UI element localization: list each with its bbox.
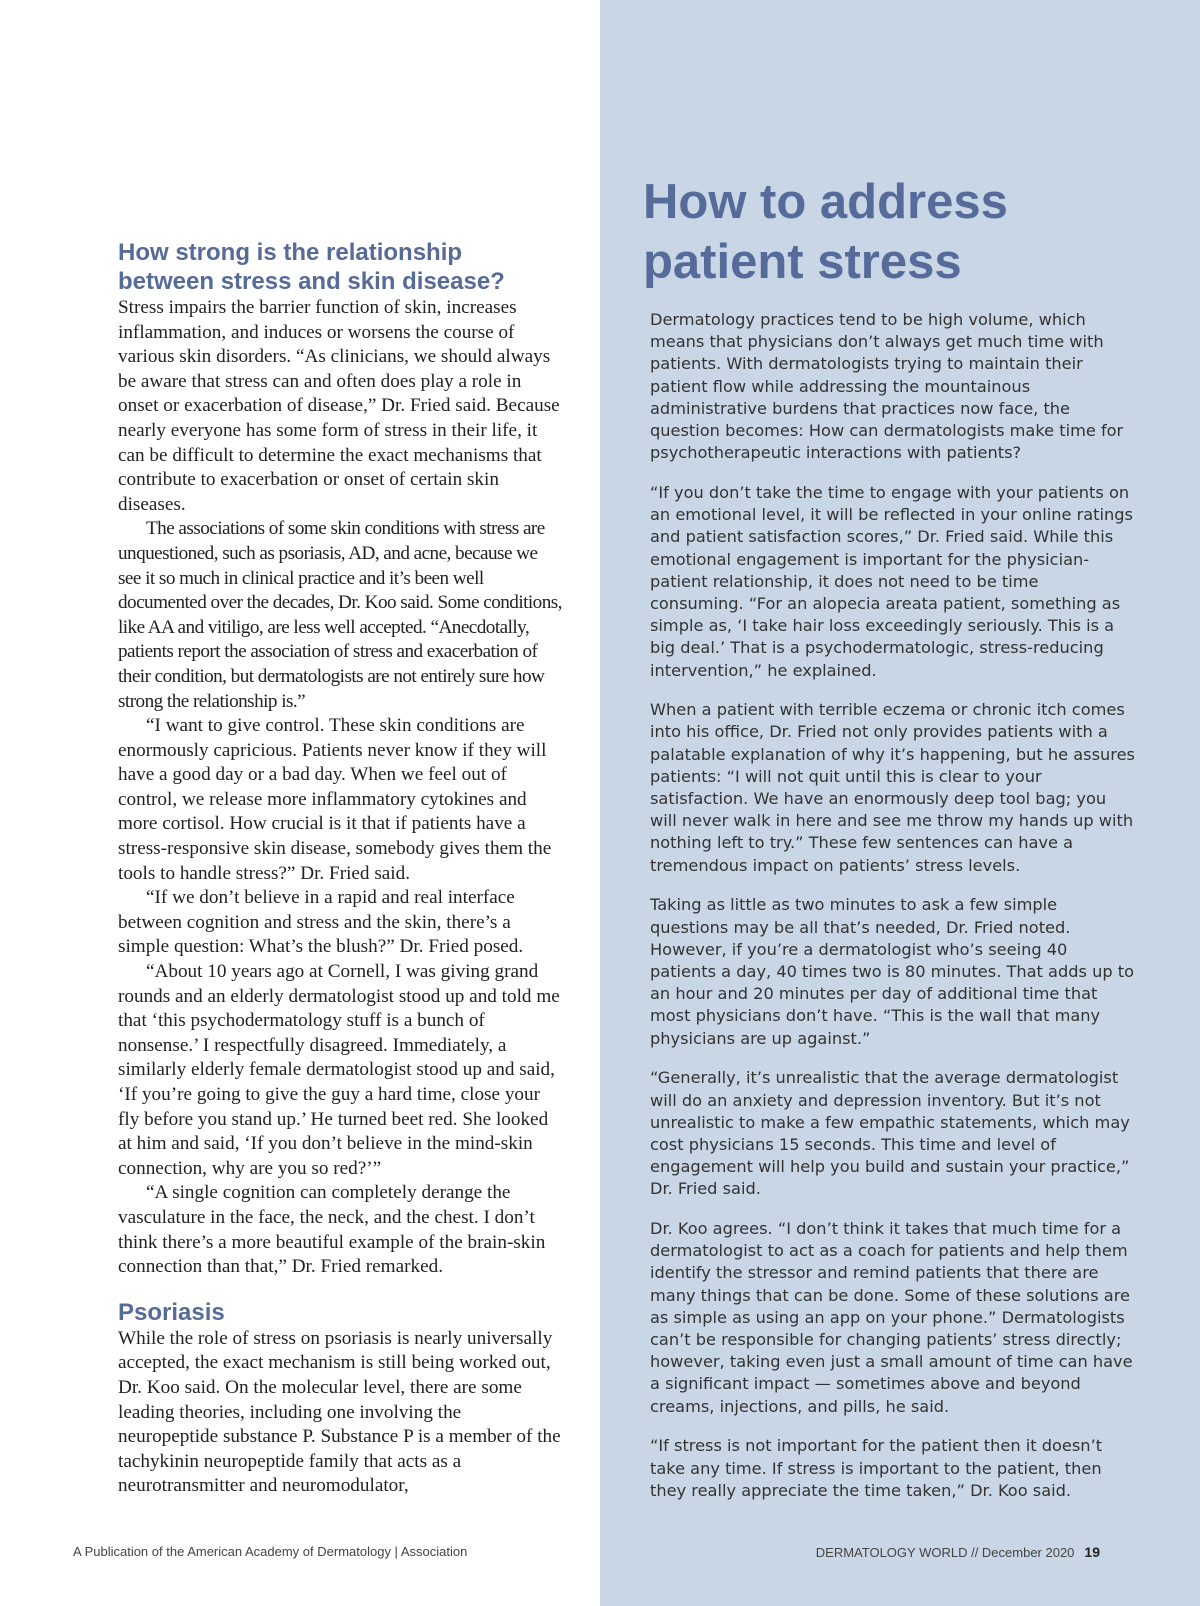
main-article-column — [118, 238, 564, 1499]
section-heading-psoriasis: Psoriasis — [118, 1298, 225, 1326]
article-paragraph: “About 10 years ago at Cornell, I was giving grand rounds and an elderly dermatologist stood up and told me that ‘this psychodermatology stuff is a bunch of nonsense.’ I respectfully disagreed. Immediately, a similarly elderly female dermatologist stood up and said, ‘If you’re going to give the guy a hard time, close your fly before you stand up.’ He turned beet red. She looked at him and said, ‘If you don’t believe in the mind-skin connection, why are you so red?’” — [118, 961, 560, 1179]
sidebar-paragraph: Taking as little as two minutes to ask a few simple questions may be all that’s needed, Dr. Fried noted. However, if you’re a dermatologist who’s seeing 40 patients a day, 40 times two is 80 minutes. That adds up to an hour and 20 minutes per day of additional time that most physicians don’t have. “This is the wall that many physicians are up against.” — [650, 895, 1135, 1048]
sidebar-title: How to address patient stress — [643, 175, 1008, 289]
sidebar-paragraph: “Generally, it’s unrealistic that the average dermatologist will do an anxiety and depression inventory. But it’s not unrealistic to make a few empathic statements, which may cost physicians 15 seconds. This time and level of engagement will help you build and sustain your practice,” Dr. Fried said. — [650, 1068, 1130, 1199]
sidebar-paragraph: Dr. Koo agrees. “I don’t think it takes that much time for a dermatologist to act as a coach for patients and help them identify the stressor and remind patients that there are many things that can be done. Some of these solutions are as simple as using an app on your phone.” Dermatologists can’t be responsible for changing patients’ stress directly; however, taking even just a small amount of time can have a significant impact — sometimes above and beyond creams, injections, and pills, he said. — [650, 1219, 1133, 1416]
article-paragraph: While the role of stress on psoriasis is nearly universally accepted, the exact mechanism is still being worked out, Dr. Koo said. On the molecular level, there are some leading theories, including one involving the neuropeptide substance P. Substance P is a member of the tachykinin neuropeptide family that acts as a neurotransmitter and neuromodulator, — [118, 1327, 561, 1497]
sidebar-paragraph: “If you don’t take the time to engage with your patients on an emotional level, it will be reflected in your online ratings and patient satisfaction scores,” Dr. Fried said. While this emotional engagement is important for the physician-patient relationship, it does not need to be time consuming. “For an alopecia areata patient, something as simple as, ‘I take hair loss exceedingly seriously. This is a big deal.’ That is a psychodermatologic, stress-reducing intervention,” he explained. — [650, 482, 1133, 680]
article-paragraph: “If we don’t believe in a rapid and real interface between cognition and stress and the skin, there’s a simple question: What’s the blush?” Dr. Fried posed. — [118, 887, 524, 958]
section-heading-stress-relationship: How strong is the relationship between stress and skin disease? — [118, 239, 505, 295]
sidebar-article-column — [650, 309, 1136, 1519]
sidebar-paragraph: “If stress is not important for the patient then it doesn’t take any time. If stress is important to the patient, then they really appreciate the time taken,” Dr. Koo said. — [650, 1436, 1103, 1500]
article-paragraph: Stress impairs the barrier function of skin, increases inflammation, and induces or worsens the course of various skin disorders. “As clinicians, we should always be aware that stress can and often does play a role in onset or exacerbation of disease,” Dr. Fried said. Because nearly everyone has some form of stress in their life, it can be difficult to determine the exact mechanisms that contribute to exacerbation or onset of certain skin diseases. — [118, 297, 560, 515]
page-number: 19 — [1084, 1544, 1100, 1560]
article-paragraph: “I want to give control. These skin conditions are enormously capricious. Patients never know if they will have a good day or a bad day. When we feel out of control, we release more inflammatory cytokines and more cortisol. How crucial is it that if patients have a stress-responsive skin disease, somebody gives them the tools to handle stress?” Dr. Fried said. — [118, 715, 552, 884]
footer-issue-label: DERMATOLOGY WORLD // December 2020 — [815, 1545, 1075, 1560]
sidebar-paragraph: Dermatology practices tend to be high volume, which means that physicians don’t always get much time with patients. With dermatologists trying to maintain their patient flow while addressing the mountainous administrative burdens that practices now face, the question becomes: How can dermatologists make time for psychotherapeutic interactions with patients? — [650, 310, 1124, 463]
footer-publication-credit: A Publication of the American Academy of Dermatology | Association — [73, 1544, 468, 1559]
article-paragraph: “A single cognition can completely derange the vasculature in the face, the neck, and the chest. I don’t think there’s a more beautiful example of the brain-skin connection than that,” Dr. Fried remarked. — [118, 1182, 546, 1278]
sidebar-paragraph: When a patient with terrible eczema or chronic itch comes into his office, Dr. Fried not only provides patients with a palatable explanation of why it’s happening, but he assures patients: “I will not quit until this is clear to your satisfaction. We have an enormously deep tool bag; you will never walk in here and see me throw my hands up with nothing left to try.” These few sentences can have a tremendous impact on patients’ stress levels. — [650, 700, 1135, 875]
footer-issue-info — [816, 1544, 1100, 1560]
article-paragraph: The associations of some skin conditions with stress are unquestioned, such as psoriasis, AD, and acne, because we see it so much in clinical practice and it’s been well documented over the decades, Dr. Koo said. Some conditions, like AA and vitiligo, are less well accepted. “Anecdotally, patients report the association of stress and exacerbation of their condition, but dermatologists are not entirely sure how strong the relationship is.” — [118, 518, 562, 712]
